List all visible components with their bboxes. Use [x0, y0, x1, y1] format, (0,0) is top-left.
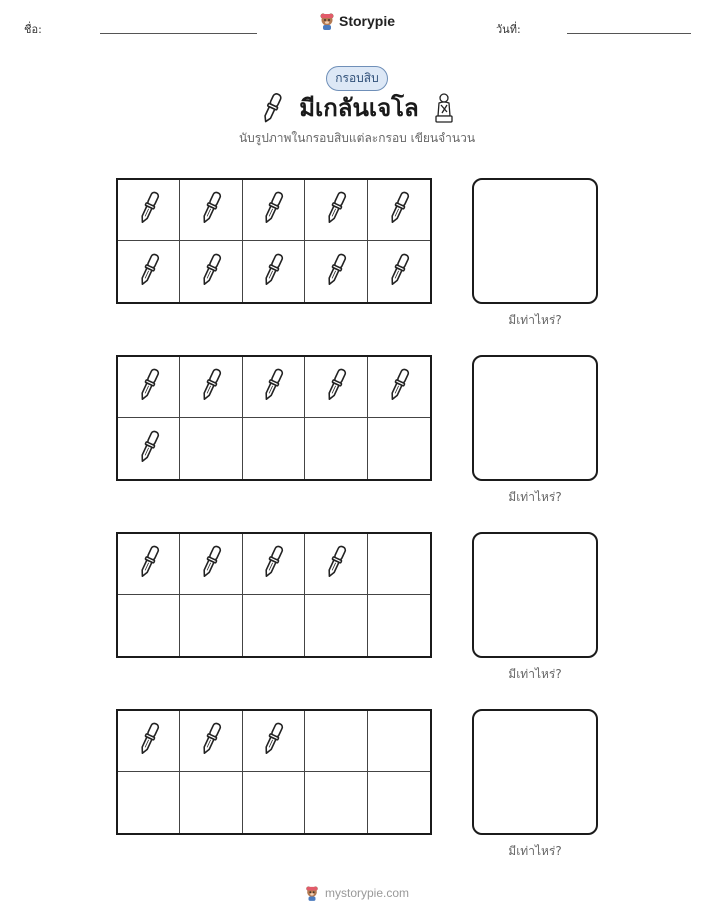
ten-frame-cell	[368, 418, 430, 479]
ten-frame-cell	[180, 357, 242, 418]
ten-frame-cell	[180, 534, 242, 595]
ten-frame-cell	[118, 241, 180, 302]
date-line[interactable]	[567, 33, 691, 34]
ten-frame-cell	[305, 418, 367, 479]
chisel-icon	[261, 365, 285, 409]
ten-frame-cell	[180, 711, 242, 772]
chisel-icon	[259, 91, 285, 125]
statue-icon	[433, 92, 455, 124]
chisel-icon	[261, 250, 285, 294]
chisel-icon	[324, 542, 348, 586]
answer-question: มีเท่าไหร่?	[508, 844, 562, 858]
ten-frame-cell	[243, 418, 305, 479]
date-label: วันที่:	[496, 23, 521, 36]
chisel-icon	[137, 365, 161, 409]
chisel-icon	[387, 188, 411, 232]
chisel-icon	[199, 719, 223, 763]
name-label: ชื่อ:	[24, 23, 42, 36]
ten-frame-cell	[118, 180, 180, 241]
ten-frame	[116, 709, 432, 835]
ten-frame-cell	[243, 357, 305, 418]
ten-frame-cell	[118, 595, 180, 656]
brand-name: Storypie	[338, 13, 395, 29]
chisel-icon	[137, 250, 161, 294]
chisel-icon	[261, 188, 285, 232]
ten-frame-cell	[118, 357, 180, 418]
topic-badge: กรอบสิบ	[326, 66, 388, 91]
answer-box[interactable]	[472, 355, 598, 481]
ten-frame-cell	[368, 357, 430, 418]
ten-frame-cell	[243, 180, 305, 241]
ten-frame-cell	[368, 711, 430, 772]
chisel-icon	[137, 719, 161, 763]
ten-frame-cell	[305, 711, 367, 772]
chisel-icon	[137, 188, 161, 232]
chisel-icon	[137, 542, 161, 586]
bear-mascot-icon	[305, 885, 319, 901]
answer-question: มีเท่าไหร่?	[508, 490, 562, 504]
ten-frame	[116, 355, 432, 481]
footer-url: mystorypie.com	[324, 886, 410, 900]
chisel-icon	[324, 250, 348, 294]
ten-frame-cell	[305, 357, 367, 418]
ten-frame-cell	[180, 241, 242, 302]
chisel-icon	[199, 542, 223, 586]
ten-frame-cell	[118, 534, 180, 595]
footer	[0, 885, 714, 901]
ten-frame-cell	[305, 595, 367, 656]
ten-frame-cell	[118, 418, 180, 479]
ten-frame-cell	[180, 180, 242, 241]
ten-frame-cell	[118, 711, 180, 772]
bear-mascot-icon	[319, 12, 335, 30]
chisel-icon	[324, 188, 348, 232]
ten-frame-cell	[305, 534, 367, 595]
answer-box[interactable]	[472, 178, 598, 304]
ten-frame-cell	[368, 241, 430, 302]
page-title: มีเกลันเจโล	[299, 94, 419, 122]
instructions: นับรูปภาพในกรอบสิบแต่ละกรอบ เขียนจำนวน	[238, 131, 476, 145]
answer-question: มีเท่าไหร่?	[508, 667, 562, 681]
chisel-icon	[199, 188, 223, 232]
ten-frame-cell	[243, 241, 305, 302]
ten-frame-cell	[305, 180, 367, 241]
ten-frame-cell	[368, 180, 430, 241]
chisel-icon	[261, 542, 285, 586]
ten-frame-cell	[243, 595, 305, 656]
answer-box[interactable]	[472, 532, 598, 658]
ten-frame-cell	[180, 595, 242, 656]
ten-frame-cell	[305, 772, 367, 833]
ten-frame-cell	[368, 534, 430, 595]
chisel-icon	[199, 250, 223, 294]
chisel-icon	[324, 365, 348, 409]
ten-frame-cell	[243, 534, 305, 595]
name-line[interactable]	[100, 33, 257, 34]
ten-frame-cell	[305, 241, 367, 302]
brand-logo	[0, 12, 714, 30]
ten-frame-cell	[180, 772, 242, 833]
chisel-icon	[387, 250, 411, 294]
ten-frame	[116, 532, 432, 658]
ten-frame-cell	[243, 772, 305, 833]
ten-frame-cell	[368, 595, 430, 656]
answer-box[interactable]	[472, 709, 598, 835]
chisel-icon	[387, 365, 411, 409]
chisel-icon	[261, 719, 285, 763]
title-row	[0, 88, 714, 127]
ten-frame-cell	[243, 711, 305, 772]
ten-frame-cell	[118, 772, 180, 833]
ten-frame-cell	[180, 418, 242, 479]
chisel-icon	[137, 427, 161, 471]
answer-question: มีเท่าไหร่?	[508, 313, 562, 327]
ten-frame	[116, 178, 432, 304]
chisel-icon	[199, 365, 223, 409]
ten-frame-cell	[368, 772, 430, 833]
